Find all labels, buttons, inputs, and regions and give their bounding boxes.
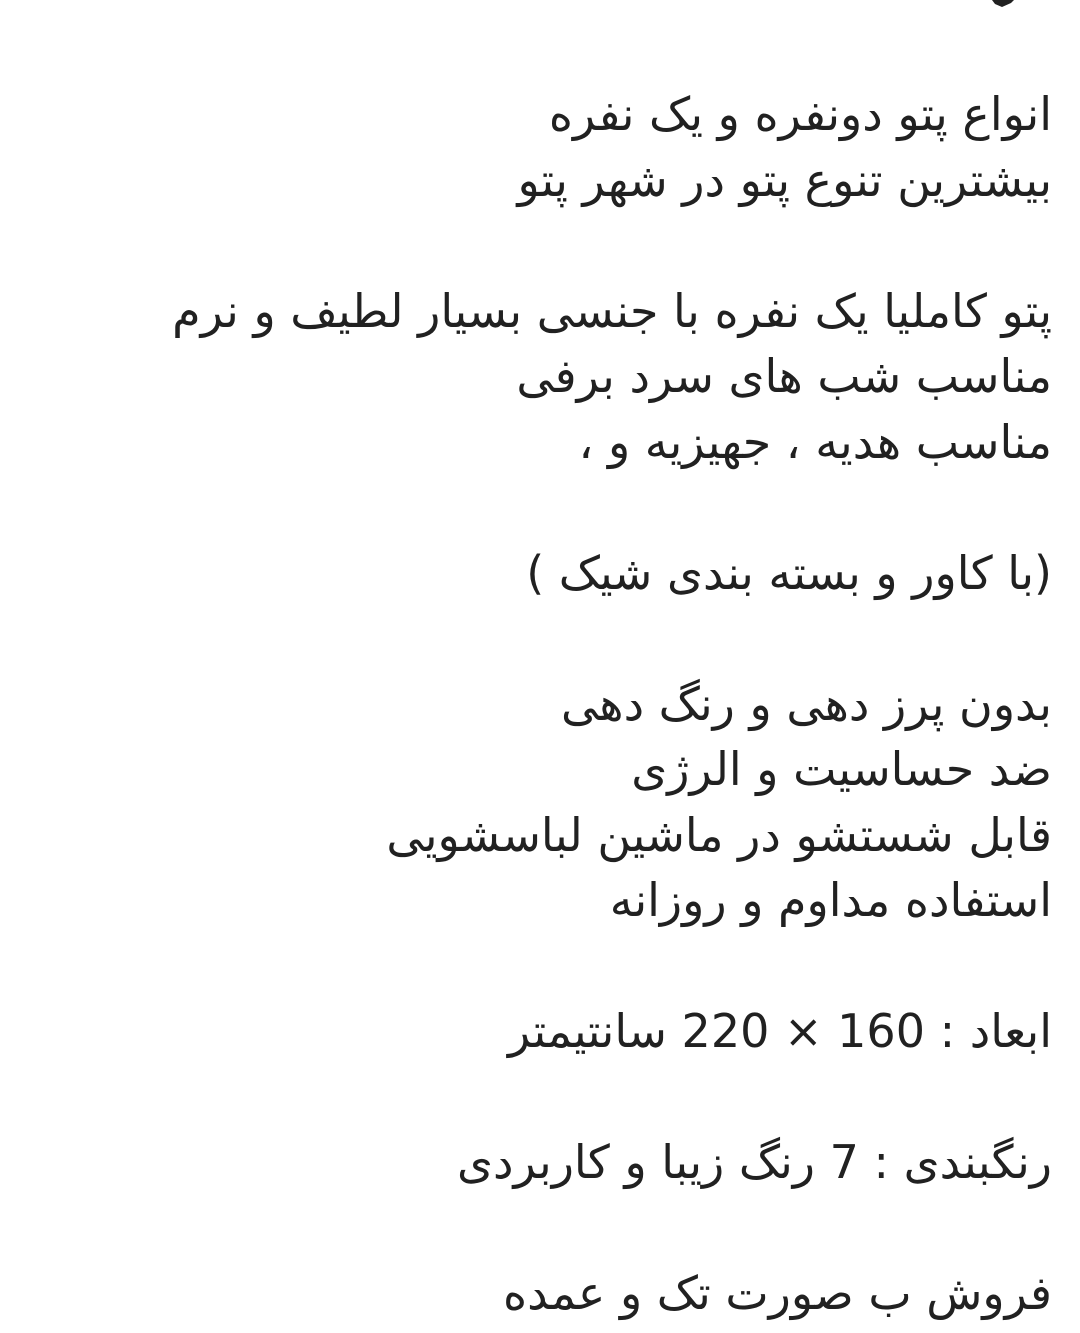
product-paragraph <box>28 279 1052 476</box>
text-line: فروش ب صورت تک و عمده <box>503 1266 1052 1320</box>
text-line: مناسب هدیه ، جهیزیه و ، <box>578 414 1052 469</box>
text-line: استفاده مداوم و روزانه <box>609 873 1052 927</box>
text-line: بیشترین تنوع پتو در شهر پتو <box>517 152 1052 207</box>
text-line: ضد حساسیت و الرژی <box>631 742 1052 796</box>
dimensions-paragraph <box>28 999 1052 1065</box>
intro-paragraph <box>28 82 1052 213</box>
text-line: ابعاد : 160 × 220 سانتیمتر <box>507 1004 1052 1058</box>
features-paragraph <box>28 672 1052 934</box>
text-line: بدون پرز دهی و رنگ دهی <box>560 676 1052 731</box>
text-line: (با کاور و بسته بندی شیک ) <box>526 545 1052 600</box>
sales-paragraph <box>28 1261 1052 1327</box>
text-line: رنگبندی : 7 رنگ زیبا و کاربردی <box>457 1135 1052 1189</box>
colors-paragraph <box>28 1130 1052 1196</box>
text-line: پتو کاملیا یک نفره با جنسی بسیار لطیف و نرم <box>172 283 1052 338</box>
text-line: مناسب شب های سرد برفی <box>516 349 1052 403</box>
text-line: قابل شستشو در ماشین لباسشویی <box>386 807 1052 862</box>
packaging-paragraph <box>28 541 1052 607</box>
text-line: انواع پتو دونفره و یک نفره <box>548 87 1052 141</box>
